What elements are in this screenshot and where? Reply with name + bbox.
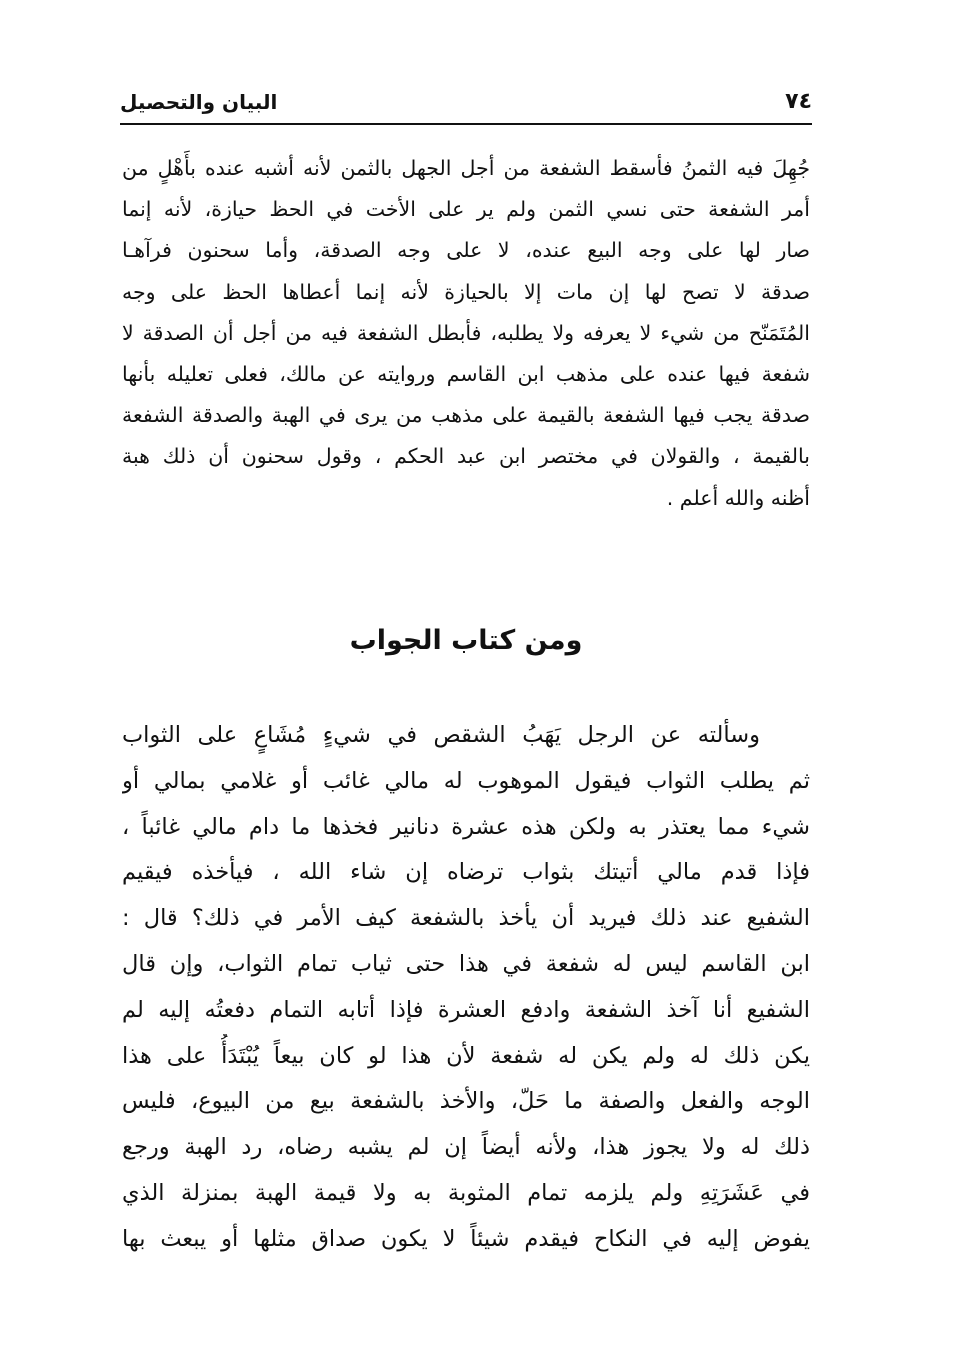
header-divider — [120, 123, 812, 125]
text-line: ذلك له ولا يجوز هذا، ولأنه أيضاً إن لم يشبه رضاه، رد الهبة ورجع — [122, 1134, 810, 1161]
question-paragraph — [122, 713, 810, 1263]
text-line: صدقة يجب فيها الشفعة بالقيمة على مذهب من يرى في الهبة والصدقة الشفعة — [122, 403, 810, 428]
text-line: الشفيع عند ذلك فيريد أن يأخذ بالشفعة كيف الأمر في ذلك؟ قال : — [122, 905, 810, 932]
text-line: الوجه والفعل والصفة ما حَلّ، والأخذ بالشفعة بيع من البيوع، فليس — [122, 1088, 810, 1115]
commentary-paragraph — [122, 148, 810, 519]
text-line: شيء مما يعتذر به ولكن هذه عشرة دنانير فخذها ما دام مالي غائباً ، — [122, 813, 810, 840]
page-header — [120, 78, 812, 118]
text-line: بالقيمة ، والقولان في مختصر ابن عبد الحكم ، وقول سحنون أن ذلك هبة — [122, 444, 810, 469]
text-line: ثم يطلب الثواب فيقول الموهوب له مالي غائب أو غلامي بمالي أو — [122, 767, 810, 794]
text-line: أظنه والله أعلم . — [666, 485, 810, 510]
text-line: يفوض إليه في النكاح فيقدم شيئاً لا يكون صداق مثلها أو يبعث بها — [122, 1225, 810, 1252]
page-number: ٧٤ — [785, 89, 812, 114]
text-line: أمر الشفعة حتى نسي الثمن ولم ير على الأخت في الحظ حيازة، لأنه إنما — [122, 197, 810, 222]
text-line: وسألته عن الرجل يَهَبُ الشقص في شيءٍ مُشَاعٍ على الثواب — [122, 722, 760, 748]
text-line: شفعة فيها عنده على مذهب ابن القاسم وروايته عن مالك، فعلى تعليله بأنها — [122, 362, 810, 387]
text-line: ابن القاسم ليس له شفعة في هذا حتى ثياب تمام الثواب، وإن قال — [122, 950, 810, 977]
text-line: صار لها على وجه البيع عنده، لا على وجه الصدقة، وأما سحنون فرآهـا — [122, 238, 810, 263]
running-title: البيان والتحصيل — [120, 90, 278, 114]
text-line: في عَشَرَتِهِ ولم يلزمه تمام المثوبة به ولا قيمة الهبة بمنزلة الذي — [122, 1179, 810, 1206]
text-line: يكن ذلك له ولم يكن له شفعة لأن هذا لو كان بيعاً يُبْتَدَأُ على هذا — [122, 1042, 810, 1069]
text-line: المُتَمَنّح من شيء لا يعرفه ولا يطلبه، فأبطل الشفعة فيه من أجل أن الصدقة لا — [122, 320, 810, 345]
section-heading: ومن كتاب الجواب — [349, 625, 583, 656]
text-line: جُهِلَ فيه الثمنُ فأسقط الشفعة من أجل الجهل بالثمن لأنه أشبه عنده بأَهْلٍ من — [122, 156, 810, 180]
text-line: الشفيع أنا آخذ الشفعة وادفع العشرة فإذا أتابه التمام دفعتُه إليه لم — [122, 996, 810, 1023]
text-line: صدقة لا تصح لها إن مات إلا بالحيازة لأنه إنما أعطاها الحظ على وجه — [122, 279, 810, 304]
text-line: فإذا قدم مالي أتيتك بثواب ترضاه إن شاء الله ، فيأخذه فيقيم — [122, 859, 810, 886]
